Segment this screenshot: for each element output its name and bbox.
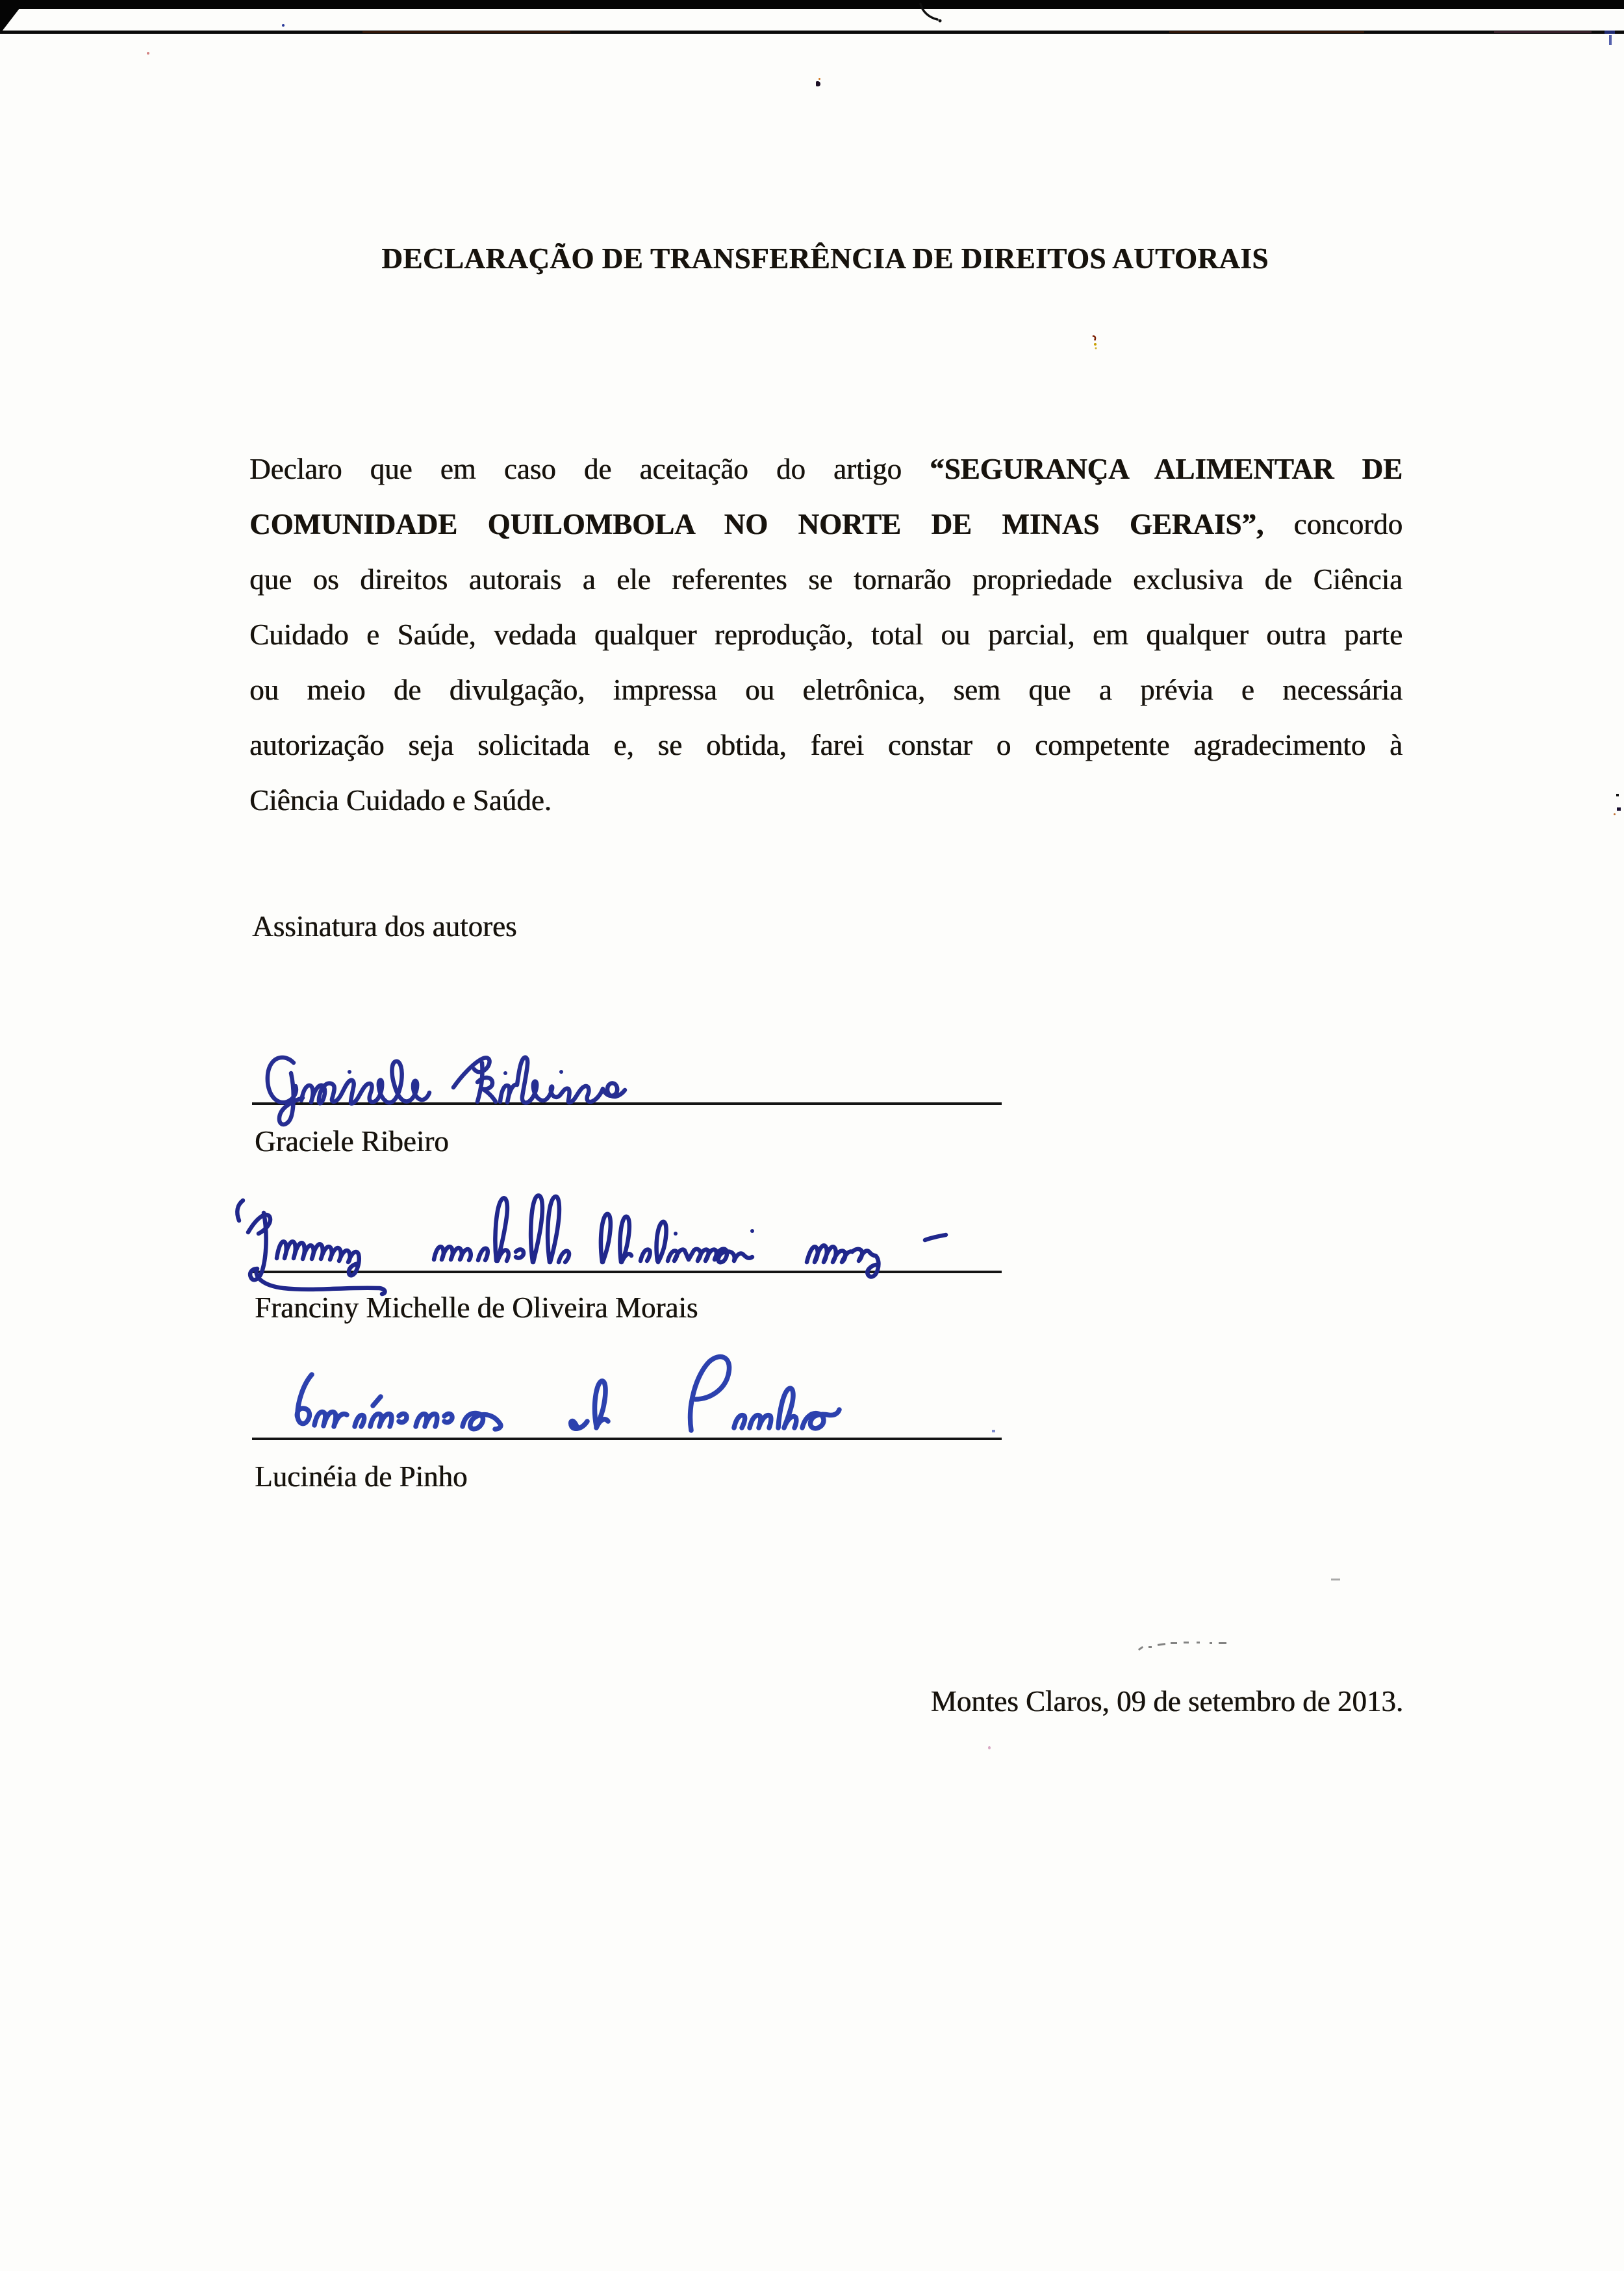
document-title: DECLARAÇÃO DE TRANSFERÊNCIA DE DIREITOS AUTORAIS [381,242,1269,275]
signature-1-printed-name: Graciele Ribeiro [255,1125,449,1158]
paragraph-line: Declaro que em caso de aceitação do artigo “SEGURANÇA ALIMENTAR DE [249,453,1402,485]
scan-top-left-wedge [0,0,26,34]
scan-horizontal-line-artifact [0,31,1624,34]
scan-speck [992,1430,995,1432]
scan-speck [816,81,820,86]
declaration-paragraph [249,442,1402,828]
scan-speck [1617,807,1621,811]
scan-speck [988,1746,991,1749]
paragraph-line: Cuidado e Saúde, vedada qualquer reprodução, total ou parcial, em qualquer outra parte [249,618,1402,651]
scan-speck [282,24,285,27]
signature-3-printed-name: Lucinéia de Pinho [255,1460,468,1493]
scan-speck [1090,335,1100,351]
date-line: Montes Claros, 09 de setembro de 2013. [930,1685,1403,1718]
paragraph-line: ou meio de divulgação, impressa ou eletrônica, sem que a prévia e necessária [249,674,1402,706]
scan-speck [1605,31,1615,34]
scan-speck [1609,35,1612,45]
scan-speck [1614,813,1616,815]
scan-speck [818,78,820,80]
signature-section-label: Assinatura dos autores [252,910,517,943]
paragraph-line: COMUNIDADE QUILOMBOLA NO NORTE DE MINAS GERAIS”, concordo [249,508,1402,540]
signature-2-printed-name: Franciny Michelle de Oliveira Morais [255,1291,698,1324]
paragraph-line: que os direitos autorais a ele referentes se tornarão propriedade exclusiva de Ciência [249,563,1402,596]
paragraph-line: autorização seja solicitada e, se obtida, farei constar o competente agradecimento à [249,729,1402,761]
paragraph-line: Ciência Cuidado e Saúde. [249,784,552,817]
scan-line-color-noise [1169,31,1364,33]
scan-pen-squiggle [916,3,946,26]
scan-speck [1331,1579,1340,1580]
scan-top-black-bar [0,0,1624,9]
signature-2-ink [229,1191,954,1302]
scan-line-color-noise [1494,31,1592,33]
scan-speck [1616,794,1619,796]
signature-3-ink [272,1352,846,1455]
signature-1-ink [259,1047,630,1136]
scan-line-color-noise [362,31,570,33]
scan-speck [147,52,149,55]
